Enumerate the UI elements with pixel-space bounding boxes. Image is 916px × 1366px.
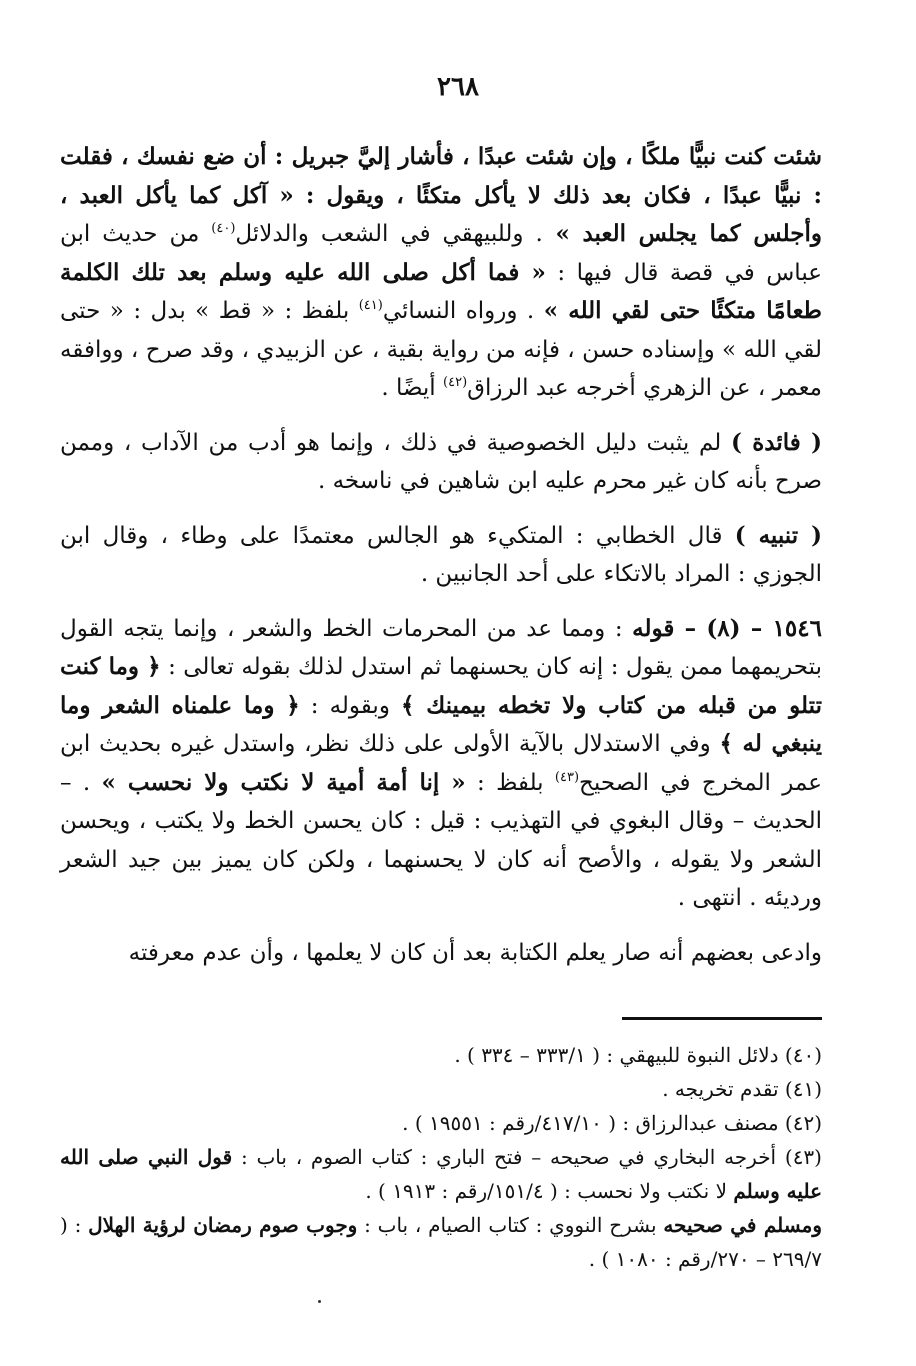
footnote-ref-40[interactable]: (٤٠): [211, 221, 236, 236]
text-segment: وادعى بعضهم أنه صار يعلم الكتابة بعد أن كان لا يعلمها ، وأن عدم معرفته: [128, 939, 822, 966]
text-segment: . ورواه النسائي: [382, 298, 544, 324]
text-segment: بشرح النووي : كتاب الصيام ، باب :: [357, 1213, 664, 1237]
hadith-text: « إنا أمة أمية لا نكتب ولا نحسب »: [101, 768, 466, 796]
text-segment: أيضًا .: [381, 375, 444, 401]
paragraph-faida: [60, 424, 822, 501]
page-number: ٢٦٨: [437, 72, 479, 102]
footnote-43: [60, 1140, 822, 1208]
main-text: [60, 138, 822, 972]
paragraph-claim: [60, 934, 822, 973]
footnote-divider: [622, 1017, 822, 1020]
scan-speck: [318, 1300, 321, 1303]
quran-verse: ﴿ وما كنت تتلو من قبله من كتاب ولا تخطه بيمينك ﴾: [60, 653, 823, 719]
footnote-42: (٤٢) مصنف عبدالرزاق : ( ٤١٧/١٠/رقم : ١٩٥٥١ ) .: [402, 1111, 822, 1135]
text-segment: . – الحديث – وقال البغوي في التهذيب : قيل : كان يحسن الخط ولا يكتب ، ويحسن الشعر ولا يقوله ، والأصح أنه كان لا يحسنهما ، ولكن كان يميز بين جيد الشعر ورديئه . انتهى .: [60, 769, 822, 911]
entry-number: ١٥٤٦ – (٨) – قوله: [632, 614, 822, 642]
footnote-ref-41[interactable]: (٤١): [358, 298, 383, 313]
text-segment: وفي الاستدلال بالآية الأولى على ذلك نظر، واستدل غيره بحديث ابن عمر المخرج في الصحيح: [60, 731, 822, 796]
text-segment: بلفظ : « قط » بدل : « حتى لقي الله » وإسناده حسن ، فإنه من رواية بقية ، عن الزبيدي ، وقد صرح ، ووافقه معمر ، عن الزهري أخرجه عبد الرزاق: [60, 298, 822, 401]
paragraph-tanbih: [60, 517, 822, 594]
text-segment: (٤٣) أخرجه البخاري في صحيحه – فتح الباري : كتاب الصوم ، باب :: [232, 1145, 822, 1169]
footnote-41: (٤١) تقدم تخريجه .: [662, 1077, 822, 1101]
text-segment: : ومما عد من المحرمات الخط والشعر ، وإنما يتجه القول بتحريمهما ممن يقول : إنه كان يحسنهما ثم استدل لذلك بقوله تعالى :: [60, 615, 822, 680]
text-segment: بلفظ :: [465, 769, 555, 796]
chapter-title: وجوب صوم رمضان لرؤية الهلال: [88, 1213, 358, 1237]
faida-label: ( فائدة ): [730, 428, 822, 456]
paragraph-hadith-continuation: [60, 138, 822, 408]
footnote-ref-42[interactable]: (٤٢): [443, 375, 468, 390]
hadith-text: شئت كنت نبيًّا ملكًا ، وإن شئت عبدًا ، فأشار إليَّ جبريل : أن ضع نفسك ، فقلت : نبيًّا عبدًا ، فكان بعد ذلك لا يأكل متكئًا ، ويقول : « آكل كما يأكل العبد ، وأجلس كما يجلس العبد »: [60, 143, 822, 247]
tanbih-text: قال الخطابي : المتكيء هو الجالس معتمدًا على وطاء ، وقال ابن الجوزي : المراد بالاتكاء على أحد الجانبين .: [60, 522, 822, 587]
quran-verse: ﴿ وما علمناه الشعر وما ينبغي له ﴾: [60, 691, 822, 757]
footnote-43-muslim: [60, 1208, 822, 1276]
text-segment: وبقوله :: [299, 692, 401, 719]
paragraph-gap: [60, 408, 822, 424]
hadith-text: « فما أكل صلى الله عليه وسلم بعد تلك الكلمة طعامًا متكئًا حتى لقي الله »: [60, 258, 822, 324]
footnotes: [60, 1038, 822, 1276]
text-segment: لا نكتب ولا نحسب : ( ١٥١/٤/رقم : ١٩١٣ ) .: [365, 1179, 734, 1203]
tanbih-label: ( تنبيه ): [734, 521, 822, 549]
paragraph-gap: [60, 918, 822, 934]
footnote-40: (٤٠) دلائل النبوة للبيهقي : ( ٣٣٣/١ – ٣٣٤ ) .: [454, 1043, 822, 1067]
text-segment: من حديث ابن عباس في قصة قال فيها :: [60, 221, 822, 286]
source-name: ومسلم في صحيحه: [663, 1213, 822, 1237]
text-segment: . وللبيهقي في الشعب والدلائل: [235, 221, 543, 247]
footnote-ref-43[interactable]: (٤٣): [554, 769, 580, 785]
chapter-title: قول النبي صلى الله عليه وسلم: [60, 1145, 822, 1203]
paragraph-1546: [60, 610, 822, 918]
paragraph-gap: [60, 501, 822, 517]
text-segment: : ( ٢٦٩/٧ – ٢٧٠/رقم : ١٠٨٠ ) .: [60, 1213, 822, 1271]
faida-text: لم يثبت دليل الخصوصية في ذلك ، وإنما هو أدب من الآداب ، وممن صرح بأنه كان غير محرم عليه ابن شاهين في ناسخه .: [60, 429, 822, 494]
paragraph-gap: [60, 594, 822, 610]
